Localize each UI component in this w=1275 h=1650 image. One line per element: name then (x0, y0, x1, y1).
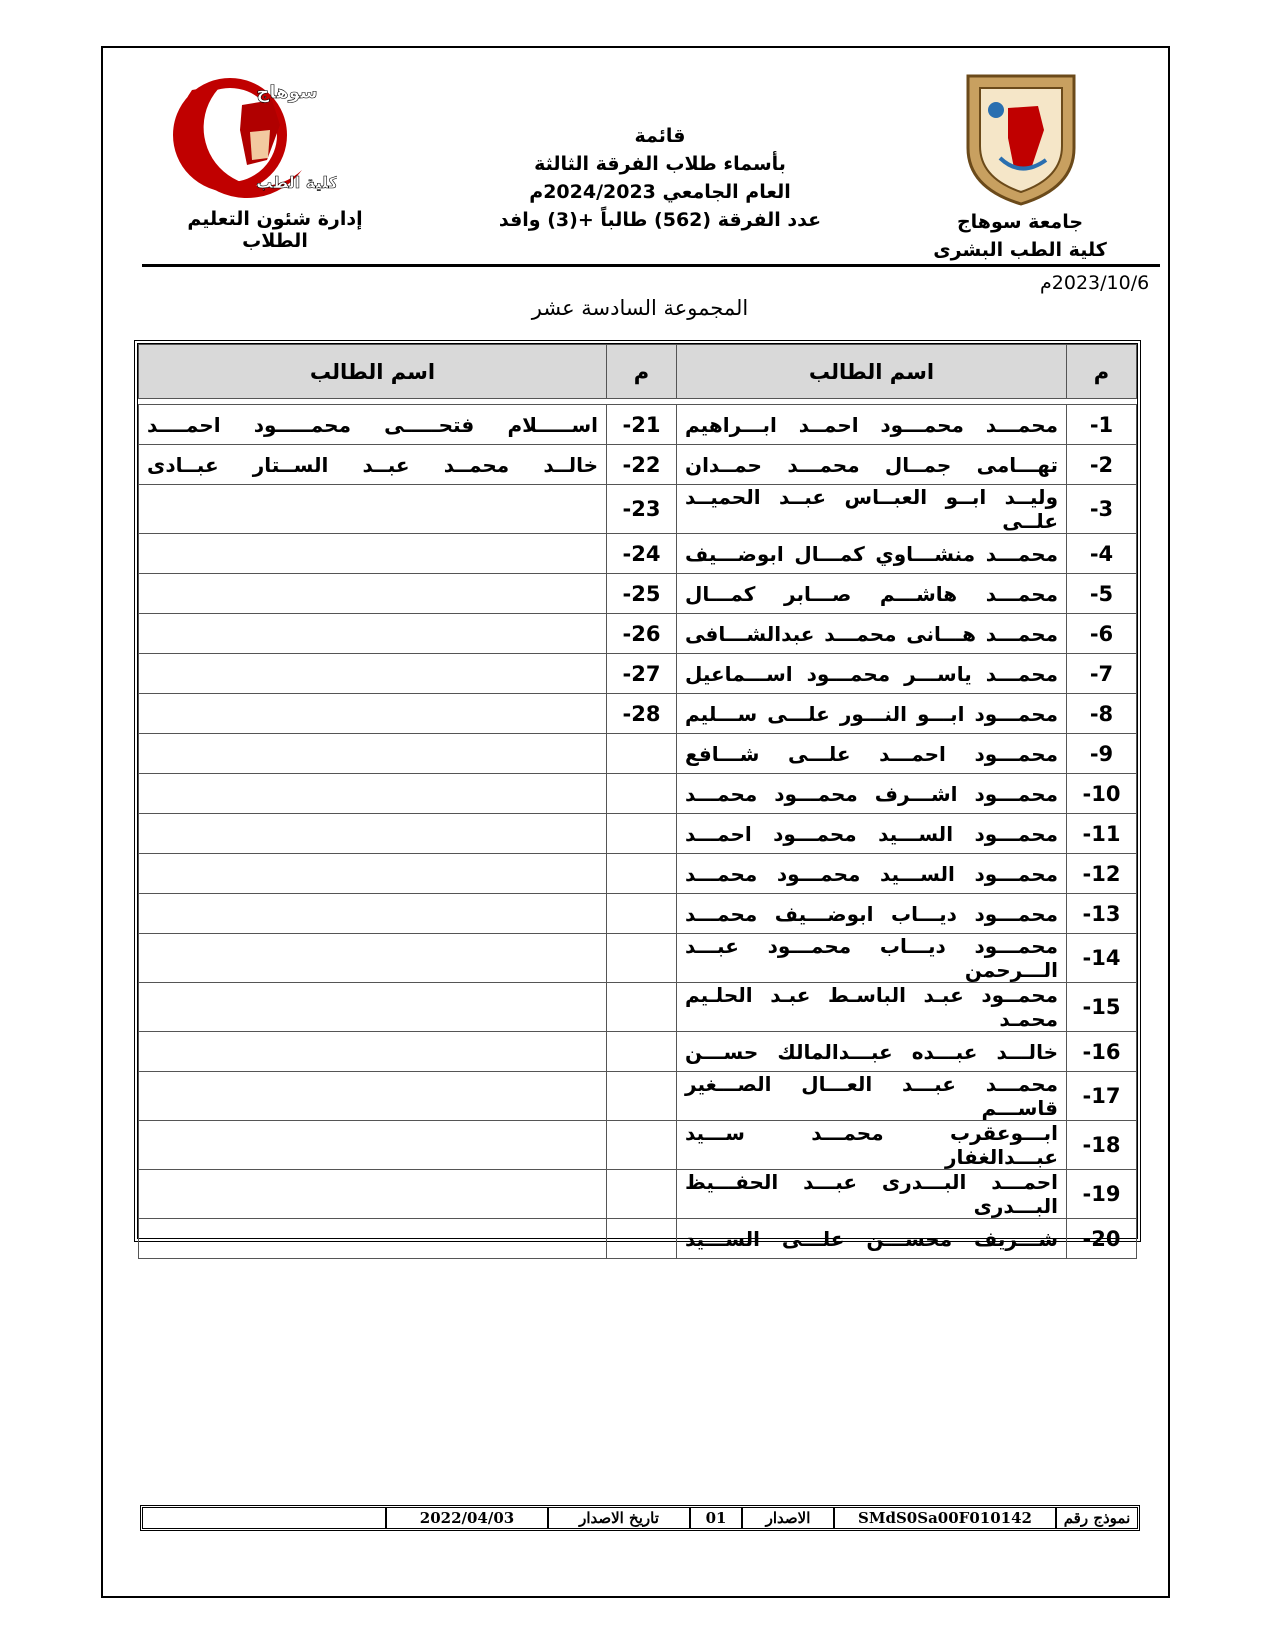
row-number: 8- (1067, 694, 1137, 734)
student-name (139, 534, 607, 574)
row-number: 25- (607, 574, 677, 614)
student-name: محمــود عبـد الباسـط عبـد الحلـيم محمـد (677, 983, 1067, 1032)
student-name: محمـــود احمـــد علـــى شـــافع (677, 734, 1067, 774)
row-number (607, 1032, 677, 1072)
student-name: محمـــد هـــانى محمـــد عبدالشـــافى (677, 614, 1067, 654)
student-name (139, 934, 607, 983)
form-number-value: SMdS0Sa00F010142 (834, 1508, 1056, 1528)
student-name (139, 814, 607, 854)
table-row (139, 983, 1137, 1032)
row-number: 17- (1067, 1072, 1137, 1121)
table-row (139, 894, 1137, 934)
student-name (139, 734, 607, 774)
row-number: 18- (1067, 1121, 1137, 1170)
document-date: 2023/10/6م (1040, 272, 1150, 294)
student-name (139, 1032, 607, 1072)
row-number: 23- (607, 485, 677, 534)
table-row (139, 534, 1137, 574)
table-row (139, 854, 1137, 894)
student-name (139, 694, 607, 734)
university-block (930, 208, 1110, 264)
title-line-3: العام الجامعي 2024/2023م (529, 181, 791, 203)
issue-value: 01 (690, 1508, 742, 1528)
student-name: محمـــود اشـــرف محمـــود محمـــد (677, 774, 1067, 814)
row-number: 14- (1067, 934, 1137, 983)
table-row (139, 1219, 1137, 1259)
row-number (607, 1121, 677, 1170)
student-name: وليــد ابــو العبــاس عبــد الحميــد علــى (677, 485, 1067, 534)
student-name (139, 1219, 607, 1259)
row-number (607, 854, 677, 894)
table-row (139, 814, 1137, 854)
student-name (139, 485, 607, 534)
header-divider (142, 264, 1160, 267)
student-name: محمـــد هاشـــم صـــابر كمـــال (677, 574, 1067, 614)
row-number: 15- (1067, 983, 1137, 1032)
svg-text:كلية الطب: كلية الطب (256, 173, 337, 192)
student-name (139, 983, 607, 1032)
faculty-logo (152, 70, 337, 200)
row-number: 20- (1067, 1219, 1137, 1259)
table-row (139, 1072, 1137, 1121)
table-row (139, 774, 1137, 814)
table-row (139, 734, 1137, 774)
student-name: محمـــود ديـــاب محمـــود عبـــد الـــرحمن (677, 934, 1067, 983)
row-number (607, 1072, 677, 1121)
table-row (139, 1121, 1137, 1170)
table-row (139, 1170, 1137, 1219)
student-name: محمـــود الســـيد محمـــود احمـــد (677, 814, 1067, 854)
issue-date-label: تاريخ الاصدار (548, 1508, 690, 1528)
col-header-name-2: اسم الطالب (139, 345, 607, 399)
row-number: 26- (607, 614, 677, 654)
row-number (607, 983, 677, 1032)
row-number: 28- (607, 694, 677, 734)
issue-label: الاصدار (742, 1508, 834, 1528)
row-number (607, 774, 677, 814)
col-header-name-1: اسم الطالب (677, 345, 1067, 399)
row-number (607, 734, 677, 774)
title-line-2: بأسماء طلاب الفرقة الثالثة (534, 153, 786, 175)
student-name: محمـــود الســـيد محمـــود محمـــد (677, 854, 1067, 894)
table-header-row (139, 345, 1137, 399)
student-name (139, 854, 607, 894)
form-footer (140, 1505, 1140, 1531)
title-line-4: عدد الفرقة (562) طالباً +(3) وافد (498, 209, 822, 231)
student-name: محمـــود ابـــو النـــور علـــى ســـليم (677, 694, 1067, 734)
row-number: 4- (1067, 534, 1137, 574)
col-header-num-1: م (1067, 345, 1137, 399)
row-number (607, 814, 677, 854)
student-name (139, 774, 607, 814)
row-number: 7- (1067, 654, 1137, 694)
row-number: 3- (1067, 485, 1137, 534)
students-table (134, 340, 1141, 1251)
row-number (607, 894, 677, 934)
student-name: محمـــد ياســـر محمـــود اســـماعيل (677, 654, 1067, 694)
row-number: 21- (607, 405, 677, 445)
student-name (139, 1121, 607, 1170)
row-number: 12- (1067, 854, 1137, 894)
student-name: خالـــد عبـــده عبـــدالمالك حســـن (677, 1032, 1067, 1072)
form-number-label: نموذج رقم (1056, 1508, 1137, 1528)
group-title: المجموعة السادسة عشر (531, 296, 749, 320)
table-row (139, 614, 1137, 654)
table-row (139, 574, 1137, 614)
student-name: خالــد محمــد عبــد الســتار عبــادى (139, 445, 607, 485)
student-name: شـــريف محســـن علـــى الســـيد (677, 1219, 1067, 1259)
student-name: اســـــلام فتحـــــى محمـــــود احمــــد (139, 405, 607, 445)
table-row (139, 654, 1137, 694)
student-name (139, 1072, 607, 1121)
footer-blank (143, 1508, 386, 1528)
student-name (139, 654, 607, 694)
issue-date-value: 2022/04/03 (386, 1508, 548, 1528)
row-number: 24- (607, 534, 677, 574)
student-name (139, 574, 607, 614)
row-number: 9- (1067, 734, 1137, 774)
table-row (139, 485, 1137, 534)
row-number: 10- (1067, 774, 1137, 814)
university-name: جامعة سوهاج (956, 211, 1084, 233)
row-number: 5- (1067, 574, 1137, 614)
student-name (139, 614, 607, 654)
department-name: إدارة شئون التعليم الطلاب (187, 208, 363, 252)
university-logo (960, 68, 1082, 208)
row-number: 6- (1067, 614, 1137, 654)
table-row (139, 405, 1137, 445)
col-header-num-2: م (607, 345, 677, 399)
row-number: 11- (1067, 814, 1137, 854)
document-title (480, 122, 840, 234)
student-name: ابـــوعقرب محمـــد ســـيد عبـــدالغفار (677, 1121, 1067, 1170)
table-row (139, 934, 1137, 983)
row-number: 1- (1067, 405, 1137, 445)
svg-text:سوهاج: سوهاج (256, 82, 318, 103)
row-number: 16- (1067, 1032, 1137, 1072)
student-name (139, 1170, 607, 1219)
student-name: محمـــد منشـــاوي كمـــال ابوضـــيف (677, 534, 1067, 574)
row-number: 27- (607, 654, 677, 694)
row-number: 19- (1067, 1170, 1137, 1219)
student-name: احمـــد البـــدرى عبـــد الحفـــيظ البـــدرى (677, 1170, 1067, 1219)
row-number (607, 1170, 677, 1219)
table-row (139, 445, 1137, 485)
student-name: محمـــود ديـــاب ابوضـــيف محمـــد (677, 894, 1067, 934)
row-number: 13- (1067, 894, 1137, 934)
table-row (139, 694, 1137, 734)
row-number: 2- (1067, 445, 1137, 485)
table-row (139, 1032, 1137, 1072)
student-name (139, 894, 607, 934)
student-name: تهـــامى جمــال محمـــد حمــدان (677, 445, 1067, 485)
faculty-name: كلية الطب البشرى (933, 239, 1107, 261)
row-number (607, 934, 677, 983)
student-name: محمـــد عبـــد العـــال الصـــغير قاســـم (677, 1072, 1067, 1121)
student-name: محمـــد محمـــود احمــد ابـــراهيم (677, 405, 1067, 445)
row-number (607, 1219, 677, 1259)
title-line-1: قائمة (634, 125, 686, 147)
row-number: 22- (607, 445, 677, 485)
